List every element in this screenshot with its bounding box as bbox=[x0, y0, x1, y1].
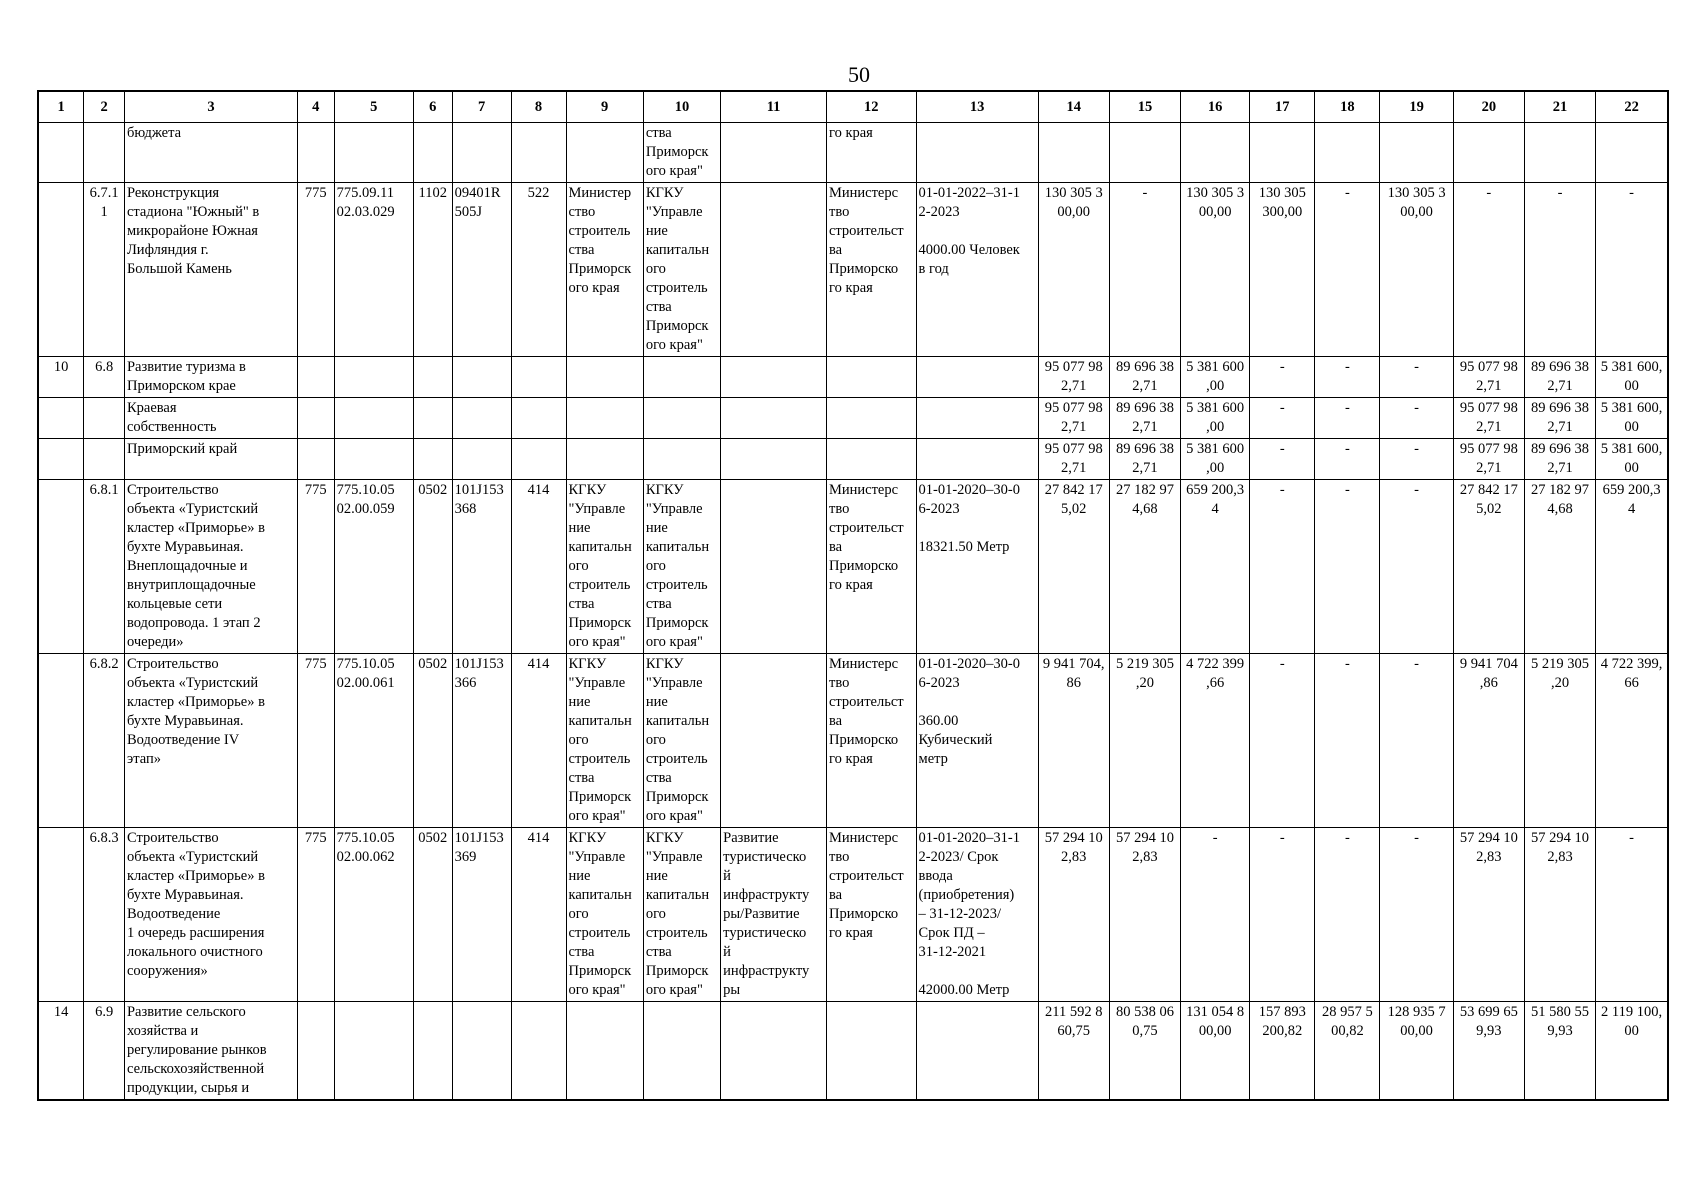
column-header: 14 bbox=[1038, 91, 1109, 123]
table-cell bbox=[643, 357, 720, 398]
table-cell: 53 699 65 9,93 bbox=[1453, 1002, 1524, 1101]
table-cell bbox=[334, 398, 413, 439]
table-cell: Министерс тво строительст ва Приморско го края bbox=[826, 183, 916, 357]
table-cell: Министерс тво строительст ва Приморско го края bbox=[826, 654, 916, 828]
table-cell: 01-01-2020–30-0 6-2023 360.00 Кубический метр bbox=[916, 654, 1038, 828]
table-row bbox=[38, 480, 1668, 654]
column-header: 1 bbox=[38, 91, 84, 123]
table-cell: - bbox=[1250, 439, 1315, 480]
table-row bbox=[38, 357, 1668, 398]
table-cell: 6.8.3 bbox=[84, 828, 125, 1002]
table-cell: 130 305 3 00,00 bbox=[1380, 183, 1453, 357]
column-header: 10 bbox=[643, 91, 720, 123]
table-cell: - bbox=[1109, 183, 1180, 357]
table-cell bbox=[413, 357, 452, 398]
table-cell: 775 bbox=[297, 480, 334, 654]
table-cell: 09401R 505J bbox=[452, 183, 511, 357]
table-cell: 01-01-2020–31-1 2-2023/ Срок ввода (приобретения) – 31-12-2023/ Срок ПД – 31-12-2021 42000.00 Метр bbox=[916, 828, 1038, 1002]
table-cell: КГКУ "Управле ние капитальн ого строитель ства Приморск ого края" bbox=[566, 654, 643, 828]
table-cell: 27 842 17 5,02 bbox=[1453, 480, 1524, 654]
table-cell bbox=[452, 1002, 511, 1101]
table-cell: 95 077 98 2,71 bbox=[1453, 357, 1524, 398]
table-cell bbox=[566, 398, 643, 439]
table-cell: 130 305 300,00 bbox=[1250, 183, 1315, 357]
table-cell: бюджета bbox=[124, 123, 297, 183]
table-cell bbox=[297, 1002, 334, 1101]
column-header: 16 bbox=[1181, 91, 1250, 123]
table-cell: КГКУ "Управле ние капитальн ого строитель ства Приморск ого края" bbox=[643, 828, 720, 1002]
table-cell: 775 bbox=[297, 183, 334, 357]
table-cell: 89 696 38 2,71 bbox=[1109, 439, 1180, 480]
column-header: 4 bbox=[297, 91, 334, 123]
table-cell bbox=[511, 123, 566, 183]
table-cell bbox=[721, 183, 827, 357]
table-cell: - bbox=[1250, 480, 1315, 654]
table-row bbox=[38, 123, 1668, 183]
table-cell: 57 294 10 2,83 bbox=[1453, 828, 1524, 1002]
table-cell: Реконструкция стадиона "Южный" в микрорайоне Южная Лифляндия г. Большой Камень bbox=[124, 183, 297, 357]
column-header: 12 bbox=[826, 91, 916, 123]
table-cell: - bbox=[1453, 183, 1524, 357]
table-cell: 95 077 98 2,71 bbox=[1038, 398, 1109, 439]
table-cell: 211 592 8 60,75 bbox=[1038, 1002, 1109, 1101]
table-cell: 128 935 7 00,00 bbox=[1380, 1002, 1453, 1101]
column-header: 6 bbox=[413, 91, 452, 123]
table-cell: КГКУ "Управле ние капитальн ого строитель ства Приморск ого края" bbox=[643, 183, 720, 357]
table-cell: - bbox=[1250, 357, 1315, 398]
table-cell: Строительство объекта «Туристский кластер «Приморье» в бухте Муравьиная. Водоотведение IV этап» bbox=[124, 654, 297, 828]
table-cell: 51 580 55 9,93 bbox=[1524, 1002, 1595, 1101]
table-cell: Краевая собственность bbox=[124, 398, 297, 439]
table-cell bbox=[297, 439, 334, 480]
table-cell: 5 381 600, 00 bbox=[1596, 439, 1668, 480]
table-cell bbox=[38, 439, 84, 480]
table-cell bbox=[452, 123, 511, 183]
table-cell: 4 722 399 ,66 bbox=[1181, 654, 1250, 828]
table-cell bbox=[916, 123, 1038, 183]
table-cell: 9 941 704 ,86 bbox=[1453, 654, 1524, 828]
column-header: 22 bbox=[1596, 91, 1668, 123]
table-cell bbox=[721, 123, 827, 183]
table-cell: КГКУ "Управле ние капитальн ого строитель ства Приморск ого края" bbox=[643, 654, 720, 828]
column-header: 8 bbox=[511, 91, 566, 123]
table-cell bbox=[566, 123, 643, 183]
table-cell: 6.7.11 bbox=[84, 183, 125, 357]
table-cell: - bbox=[1380, 357, 1453, 398]
column-header: 20 bbox=[1453, 91, 1524, 123]
table-row bbox=[38, 654, 1668, 828]
table-cell: 89 696 38 2,71 bbox=[1524, 439, 1595, 480]
table-cell: - bbox=[1315, 439, 1380, 480]
table-cell: Приморский край bbox=[124, 439, 297, 480]
table-cell: Строительство объекта «Туристский кластер «Приморье» в бухте Муравьиная. Внеплощадочные и внутриплощадочные кольцевые сети водопровода. 1 этап 2 очереди» bbox=[124, 480, 297, 654]
budget-table bbox=[37, 90, 1669, 1101]
table-cell: КГКУ "Управле ние капитальн ого строитель ства Приморск ого края" bbox=[566, 828, 643, 1002]
table-cell bbox=[297, 398, 334, 439]
table-cell bbox=[38, 828, 84, 1002]
table-cell bbox=[643, 1002, 720, 1101]
table-cell: 28 957 5 00,82 bbox=[1315, 1002, 1380, 1101]
table-cell: 101J153 368 bbox=[452, 480, 511, 654]
table-cell: 522 bbox=[511, 183, 566, 357]
table-cell: Министерс тво строительст ва Приморско го края bbox=[826, 480, 916, 654]
table-cell: 0502 bbox=[413, 828, 452, 1002]
table-cell bbox=[38, 183, 84, 357]
table-body bbox=[38, 123, 1668, 1101]
table-cell bbox=[1453, 123, 1524, 183]
table-cell: 101J153 369 bbox=[452, 828, 511, 1002]
table-cell: КГКУ "Управле ние капитальн ого строитель ства Приморск ого края" bbox=[566, 480, 643, 654]
column-header: 19 bbox=[1380, 91, 1453, 123]
column-header: 5 bbox=[334, 91, 413, 123]
table-cell bbox=[916, 1002, 1038, 1101]
table-cell: 775.10.05 02.00.061 bbox=[334, 654, 413, 828]
table-cell: 414 bbox=[511, 654, 566, 828]
table-row bbox=[38, 828, 1668, 1002]
table-cell: Министерс тво строительст ва Приморско го края bbox=[826, 828, 916, 1002]
table-cell bbox=[38, 654, 84, 828]
table-cell bbox=[1524, 123, 1595, 183]
table-cell bbox=[84, 123, 125, 183]
table-cell: 131 054 8 00,00 bbox=[1181, 1002, 1250, 1101]
table-cell bbox=[826, 398, 916, 439]
table-cell: - bbox=[1315, 183, 1380, 357]
table-cell bbox=[566, 1002, 643, 1101]
table-cell bbox=[916, 398, 1038, 439]
table-cell bbox=[38, 123, 84, 183]
table-cell bbox=[1380, 123, 1453, 183]
table-cell: го края bbox=[826, 123, 916, 183]
table-cell: 01-01-2022–31-1 2-2023 4000.00 Человек в год bbox=[916, 183, 1038, 357]
table-cell: 5 381 600 ,00 bbox=[1181, 398, 1250, 439]
table-cell: 414 bbox=[511, 480, 566, 654]
table-cell: 4 722 399, 66 bbox=[1596, 654, 1668, 828]
table-cell: 5 381 600, 00 bbox=[1596, 357, 1668, 398]
table-cell: - bbox=[1380, 439, 1453, 480]
column-header: 15 bbox=[1109, 91, 1180, 123]
table-cell bbox=[334, 439, 413, 480]
table-cell bbox=[38, 480, 84, 654]
table-cell bbox=[334, 357, 413, 398]
table-cell bbox=[413, 398, 452, 439]
table-cell: 414 bbox=[511, 828, 566, 1002]
table-cell bbox=[826, 1002, 916, 1101]
column-header: 9 bbox=[566, 91, 643, 123]
table-cell: 6.8 bbox=[84, 357, 125, 398]
table-cell: 5 219 305 ,20 bbox=[1109, 654, 1180, 828]
table-cell: 89 696 38 2,71 bbox=[1524, 357, 1595, 398]
table-cell: - bbox=[1181, 828, 1250, 1002]
table-cell: Развитие туристическо й инфраструкту ры/Развитие туристическо й инфраструкту ры bbox=[721, 828, 827, 1002]
table-cell: 5 381 600 ,00 bbox=[1181, 357, 1250, 398]
table-cell: 775 bbox=[297, 654, 334, 828]
table-cell: 5 381 600, 00 bbox=[1596, 398, 1668, 439]
table-cell: - bbox=[1250, 654, 1315, 828]
table-cell: Развитие туризма в Приморском крае bbox=[124, 357, 297, 398]
table-cell: - bbox=[1380, 654, 1453, 828]
table-cell: 57 294 10 2,83 bbox=[1038, 828, 1109, 1002]
table-cell bbox=[413, 439, 452, 480]
table-cell: 95 077 98 2,71 bbox=[1453, 398, 1524, 439]
table-cell bbox=[1596, 123, 1668, 183]
table-cell: 89 696 38 2,71 bbox=[1524, 398, 1595, 439]
table-cell: 775.09.11 02.03.029 bbox=[334, 183, 413, 357]
table-cell: 0502 bbox=[413, 480, 452, 654]
table-row bbox=[38, 439, 1668, 480]
table-cell bbox=[1315, 123, 1380, 183]
column-header: 3 bbox=[124, 91, 297, 123]
table-cell bbox=[721, 398, 827, 439]
table-cell: 6.8.2 bbox=[84, 654, 125, 828]
table-cell bbox=[452, 357, 511, 398]
table-cell: Министер ство строитель ства Приморск ого края bbox=[566, 183, 643, 357]
column-header: 7 bbox=[452, 91, 511, 123]
table-cell bbox=[916, 357, 1038, 398]
table-cell bbox=[297, 357, 334, 398]
table-cell: 14 bbox=[38, 1002, 84, 1101]
table-cell: 101J153 366 bbox=[452, 654, 511, 828]
table-cell: 157 893 200,82 bbox=[1250, 1002, 1315, 1101]
table-cell: 775.10.05 02.00.062 bbox=[334, 828, 413, 1002]
table-cell: 0502 bbox=[413, 654, 452, 828]
table-cell: - bbox=[1380, 480, 1453, 654]
page-number: 50 bbox=[848, 62, 870, 87]
column-header: 13 bbox=[916, 91, 1038, 123]
table-cell bbox=[721, 1002, 827, 1101]
table-cell: 57 294 10 2,83 bbox=[1109, 828, 1180, 1002]
table-cell: - bbox=[1524, 183, 1595, 357]
table-cell bbox=[721, 439, 827, 480]
table-cell: ства Приморск ого края" bbox=[643, 123, 720, 183]
column-header: 17 bbox=[1250, 91, 1315, 123]
table-cell: - bbox=[1250, 828, 1315, 1002]
column-header: 2 bbox=[84, 91, 125, 123]
table-cell bbox=[511, 439, 566, 480]
table-cell: - bbox=[1250, 398, 1315, 439]
table-row bbox=[38, 1002, 1668, 1101]
table-cell: 89 696 38 2,71 bbox=[1109, 398, 1180, 439]
table-cell bbox=[566, 357, 643, 398]
table-cell: - bbox=[1596, 183, 1668, 357]
header-row bbox=[38, 91, 1668, 123]
table-cell: - bbox=[1380, 828, 1453, 1002]
table-cell bbox=[1250, 123, 1315, 183]
table-cell: 89 696 38 2,71 bbox=[1109, 357, 1180, 398]
table-cell: 27 182 97 4,68 bbox=[1109, 480, 1180, 654]
table-cell: 2 119 100, 00 bbox=[1596, 1002, 1668, 1101]
table-cell bbox=[84, 439, 125, 480]
table-cell: 80 538 06 0,75 bbox=[1109, 1002, 1180, 1101]
column-header: 11 bbox=[721, 91, 827, 123]
table-cell: - bbox=[1596, 828, 1668, 1002]
table-cell: 57 294 10 2,83 bbox=[1524, 828, 1595, 1002]
table-cell: 775 bbox=[297, 828, 334, 1002]
table-cell bbox=[826, 357, 916, 398]
table-cell bbox=[84, 398, 125, 439]
table-cell: 6.8.1 bbox=[84, 480, 125, 654]
table-row bbox=[38, 183, 1668, 357]
table-cell bbox=[511, 357, 566, 398]
table-cell bbox=[721, 480, 827, 654]
table-cell bbox=[566, 439, 643, 480]
column-header: 21 bbox=[1524, 91, 1595, 123]
table-cell: 95 077 98 2,71 bbox=[1453, 439, 1524, 480]
table-row bbox=[38, 398, 1668, 439]
table-cell: 130 305 3 00,00 bbox=[1181, 183, 1250, 357]
table-cell bbox=[1109, 123, 1180, 183]
table-cell bbox=[1038, 123, 1109, 183]
table-cell: 775.10.05 02.00.059 bbox=[334, 480, 413, 654]
table-cell: 659 200,3 4 bbox=[1596, 480, 1668, 654]
column-header: 18 bbox=[1315, 91, 1380, 123]
table-cell bbox=[334, 1002, 413, 1101]
table-cell bbox=[413, 123, 452, 183]
table-cell bbox=[721, 654, 827, 828]
table-cell bbox=[511, 1002, 566, 1101]
table-cell bbox=[452, 398, 511, 439]
table-cell: - bbox=[1315, 480, 1380, 654]
table-cell: Развитие сельского хозяйства и регулирование рынков сельскохозяйственной продукции, сырья и bbox=[124, 1002, 297, 1101]
table-cell: 27 182 97 4,68 bbox=[1524, 480, 1595, 654]
table-cell: - bbox=[1315, 828, 1380, 1002]
table-cell bbox=[721, 357, 827, 398]
table-cell: 27 842 17 5,02 bbox=[1038, 480, 1109, 654]
table-cell bbox=[297, 123, 334, 183]
table-cell bbox=[413, 1002, 452, 1101]
table-cell bbox=[916, 439, 1038, 480]
table-cell: 5 381 600 ,00 bbox=[1181, 439, 1250, 480]
table-cell: 659 200,3 4 bbox=[1181, 480, 1250, 654]
table-cell bbox=[643, 439, 720, 480]
table-cell: 1102 bbox=[413, 183, 452, 357]
table-cell: - bbox=[1315, 654, 1380, 828]
table-cell: 95 077 98 2,71 bbox=[1038, 357, 1109, 398]
table-cell: 6.9 bbox=[84, 1002, 125, 1101]
table-cell: 01-01-2020–30-0 6-2023 18321.50 Метр bbox=[916, 480, 1038, 654]
table-cell bbox=[1181, 123, 1250, 183]
table-cell bbox=[511, 398, 566, 439]
table-cell bbox=[334, 123, 413, 183]
table-cell bbox=[452, 439, 511, 480]
table-cell bbox=[643, 398, 720, 439]
table-cell bbox=[826, 439, 916, 480]
table-cell: - bbox=[1380, 398, 1453, 439]
table-cell: - bbox=[1315, 357, 1380, 398]
table-cell: 10 bbox=[38, 357, 84, 398]
table-cell: - bbox=[1315, 398, 1380, 439]
table-cell: 5 219 305 ,20 bbox=[1524, 654, 1595, 828]
table-cell: 9 941 704, 86 bbox=[1038, 654, 1109, 828]
table-cell: Строительство объекта «Туристский кластер «Приморье» в бухте Муравьиная. Водоотведение 1 очередь расширения локального очистного сооружения» bbox=[124, 828, 297, 1002]
table-cell: 130 305 3 00,00 bbox=[1038, 183, 1109, 357]
table-cell: 95 077 98 2,71 bbox=[1038, 439, 1109, 480]
table-cell: КГКУ "Управле ние капитальн ого строитель ства Приморск ого края" bbox=[643, 480, 720, 654]
table-cell bbox=[38, 398, 84, 439]
